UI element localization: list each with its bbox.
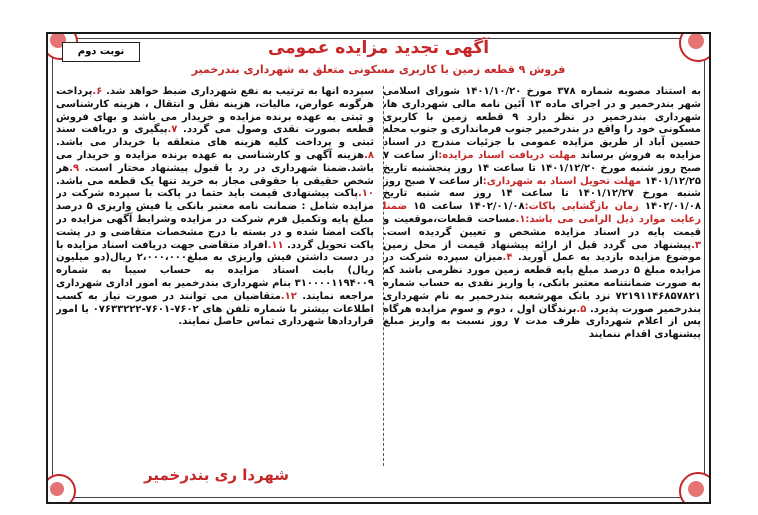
item-text: هزینه آگهی و کارشناسی به عهده برنده مزایده و خریدار می باشد.ضمنا شهرداری در رد یا قبول پیشنهاد مختار است.	[56, 149, 374, 174]
item-number: ۷.	[167, 124, 178, 136]
round-badge: نوبت دوم	[62, 42, 140, 62]
item-text: هر شخص حقیقی یا حقوقی مجاز به خرید تنها یک قطعه می باشد.	[56, 162, 374, 187]
item-label: زمان بازگشایی پاکات:	[524, 201, 639, 213]
announcement-subtitle: فروش ۹ قطعه زمین با کاربری مسکونی متعلق به شهرداری بندرخمیر	[191, 63, 566, 76]
item-text: از ساعت ۷ صبح روز شنبه مورخ ۱۴۰۱/۱۲/۲۰ تا ساعت ۱۴ روز پنجشنبه تاریخ ۱۴۰۱/۱۲/۲۵	[383, 149, 701, 187]
signature: شهردا ری بندرخمیر	[144, 466, 290, 484]
item-text: پیشنهاد می گردد قبل از ارائه پیشنهاد قیمت از محل زمین موضوع مزایده بازدید به عمل آورید.	[383, 239, 701, 264]
item-text: متقاضیان می توانند در صورت نیاز به کسب اطلاعات بیشتر با شماره تلفن های ۷۶۰۲-۷۶۰۱-۰۷۶۳۳۲۲۲ یا امور قراردادها شهرداری تماس حاصل نمایند.	[56, 290, 374, 328]
intro-text: به استناد مصوبه شماره ۳۷۸ مورخ ۱۴۰۱/۱۰/۲۰ شورای اسلامی شهر بندرخمیر و در اجرای ماده ۱۳ آئین نامه مالی شهرداری ها، شهرداری بندرخمیر در نظر دارد ۹ قطعه زمین با کاربری مسکونی خود را واقع در بندرخمیر جنوب فرمانداری و جنوب محله حسین آباد از طریق مزایده عمومی با جزئیات مندرج در اسناد مزایده به فروش برساند	[383, 86, 701, 161]
item-text: برندگان اول ، دوم و سوم مزایده هرگاه پس از اعلام شهرداری ظرف مدت ۷ روز نسبت به واریز مبلغ پیشنهادی اقدام ننمایند	[383, 303, 701, 341]
item-text: از ساعت ۷ صبح روز شنبه مورخ ۱۴۰۱/۱۲/۲۷ تا ساعت ۱۴ روز سه شنبه تاریخ ۱۴۰۲/۰۱/۰۸	[383, 175, 701, 213]
item-label: ضمنا رعایت موارد ذیل الزامی می باشد:	[383, 201, 701, 225]
item-number: ۶.	[92, 86, 103, 97]
left-column	[56, 86, 374, 496]
item-text: میزان سپرده شرکت در مزایده مبلغ ۵ درصد مبلغ پایه قطعه زمین مورد نظرمی باشد که به صورت ضمانتنامه معتبر بانکی، یا واریز نقدی به حساب شماره ۷۲۱۹۱۱۴۶۸۵۷۸۲۱ نزد بانک مهرشعبه بندرخمیر به نام شهرداری بندرخمیر صورت پذیرد.	[383, 252, 701, 315]
announcement-title: آگهی تجدید مزایده عمومی	[267, 38, 490, 58]
item-label: مهلت دریافت اسناد مزایده:	[438, 149, 577, 161]
item-number: ۱۰.	[357, 188, 374, 200]
item-text: پیگیری و دریافت سند ثبتی و پرداخت کلیه هزینه های متعلقه با خریدار می باشد.	[56, 124, 374, 149]
item-text: ۱۴۰۲/۰۱/۰۸ ساعت ۱۵	[413, 201, 525, 213]
announcement-frame	[46, 32, 711, 504]
item-label: مهلت تحویل اسناد به شهرداری:	[482, 175, 642, 187]
intro-paragraph	[383, 86, 701, 342]
item-number: ۳.	[691, 239, 701, 251]
body-columns	[56, 86, 701, 496]
item-number: ۸.	[364, 149, 374, 161]
item-text: پاکت پیشنهادی قیمت باید حتما در پاکت با سپرده شرکت در مزایده شامل : ضمانت نامه معتبر بانکی یا فیش واریزی ۵ درصد مبلغ پایه وتکمیل فرم شرکت در مزایده وشرایط آگهی مزایده در پاکت امضا شده و در بسته با درج مشخصات متقاضی و در پشت پاکت تحویل گردد.	[56, 188, 374, 251]
item-text: مساحت قطعات،موقعیت و قیمت پایه در اسناد مزایده مشخص و تعیین گردیده است.	[383, 213, 701, 238]
right-column	[383, 86, 701, 496]
item-text: پرداخت هرگونه عوارض، مالیات، هزینه نقل و انتقال ، هزینه کارشناسی و ثبتی به عهده برنده مزایده و خریدار می باشد و بهای فروش قطعه بصورت نقدی وصول می گردد.	[56, 86, 374, 136]
item-text: افراد متقاضی جهت دریافت اسناد مزایده با در دست داشتن فیش واریزی به مبلغ۲،۰۰۰،۰۰۰ ریال(دو میلیون ریال) بابت اسناد مزایده به حساب سیبا به شماره ۳۱۰۰۰۰۱۱۹۴۰۰۹ بنام شهرداری بندرخمیر به امور اداری شهرداری مراجعه نمایند.	[56, 239, 374, 302]
item-number: ۴.	[502, 252, 513, 264]
item-number: ۹.	[69, 162, 80, 174]
column-divider	[383, 86, 384, 466]
item-number: ۱۲.	[280, 290, 297, 302]
item-number: ۱۱.	[267, 239, 284, 251]
item-text: سپرده آنها به ترتیب به نفع شهرداری ضبط خواهد شد.	[106, 86, 374, 97]
item-number: ۵.	[576, 303, 587, 315]
item-number: ۱.	[515, 213, 526, 225]
conditions-paragraph	[56, 86, 374, 329]
